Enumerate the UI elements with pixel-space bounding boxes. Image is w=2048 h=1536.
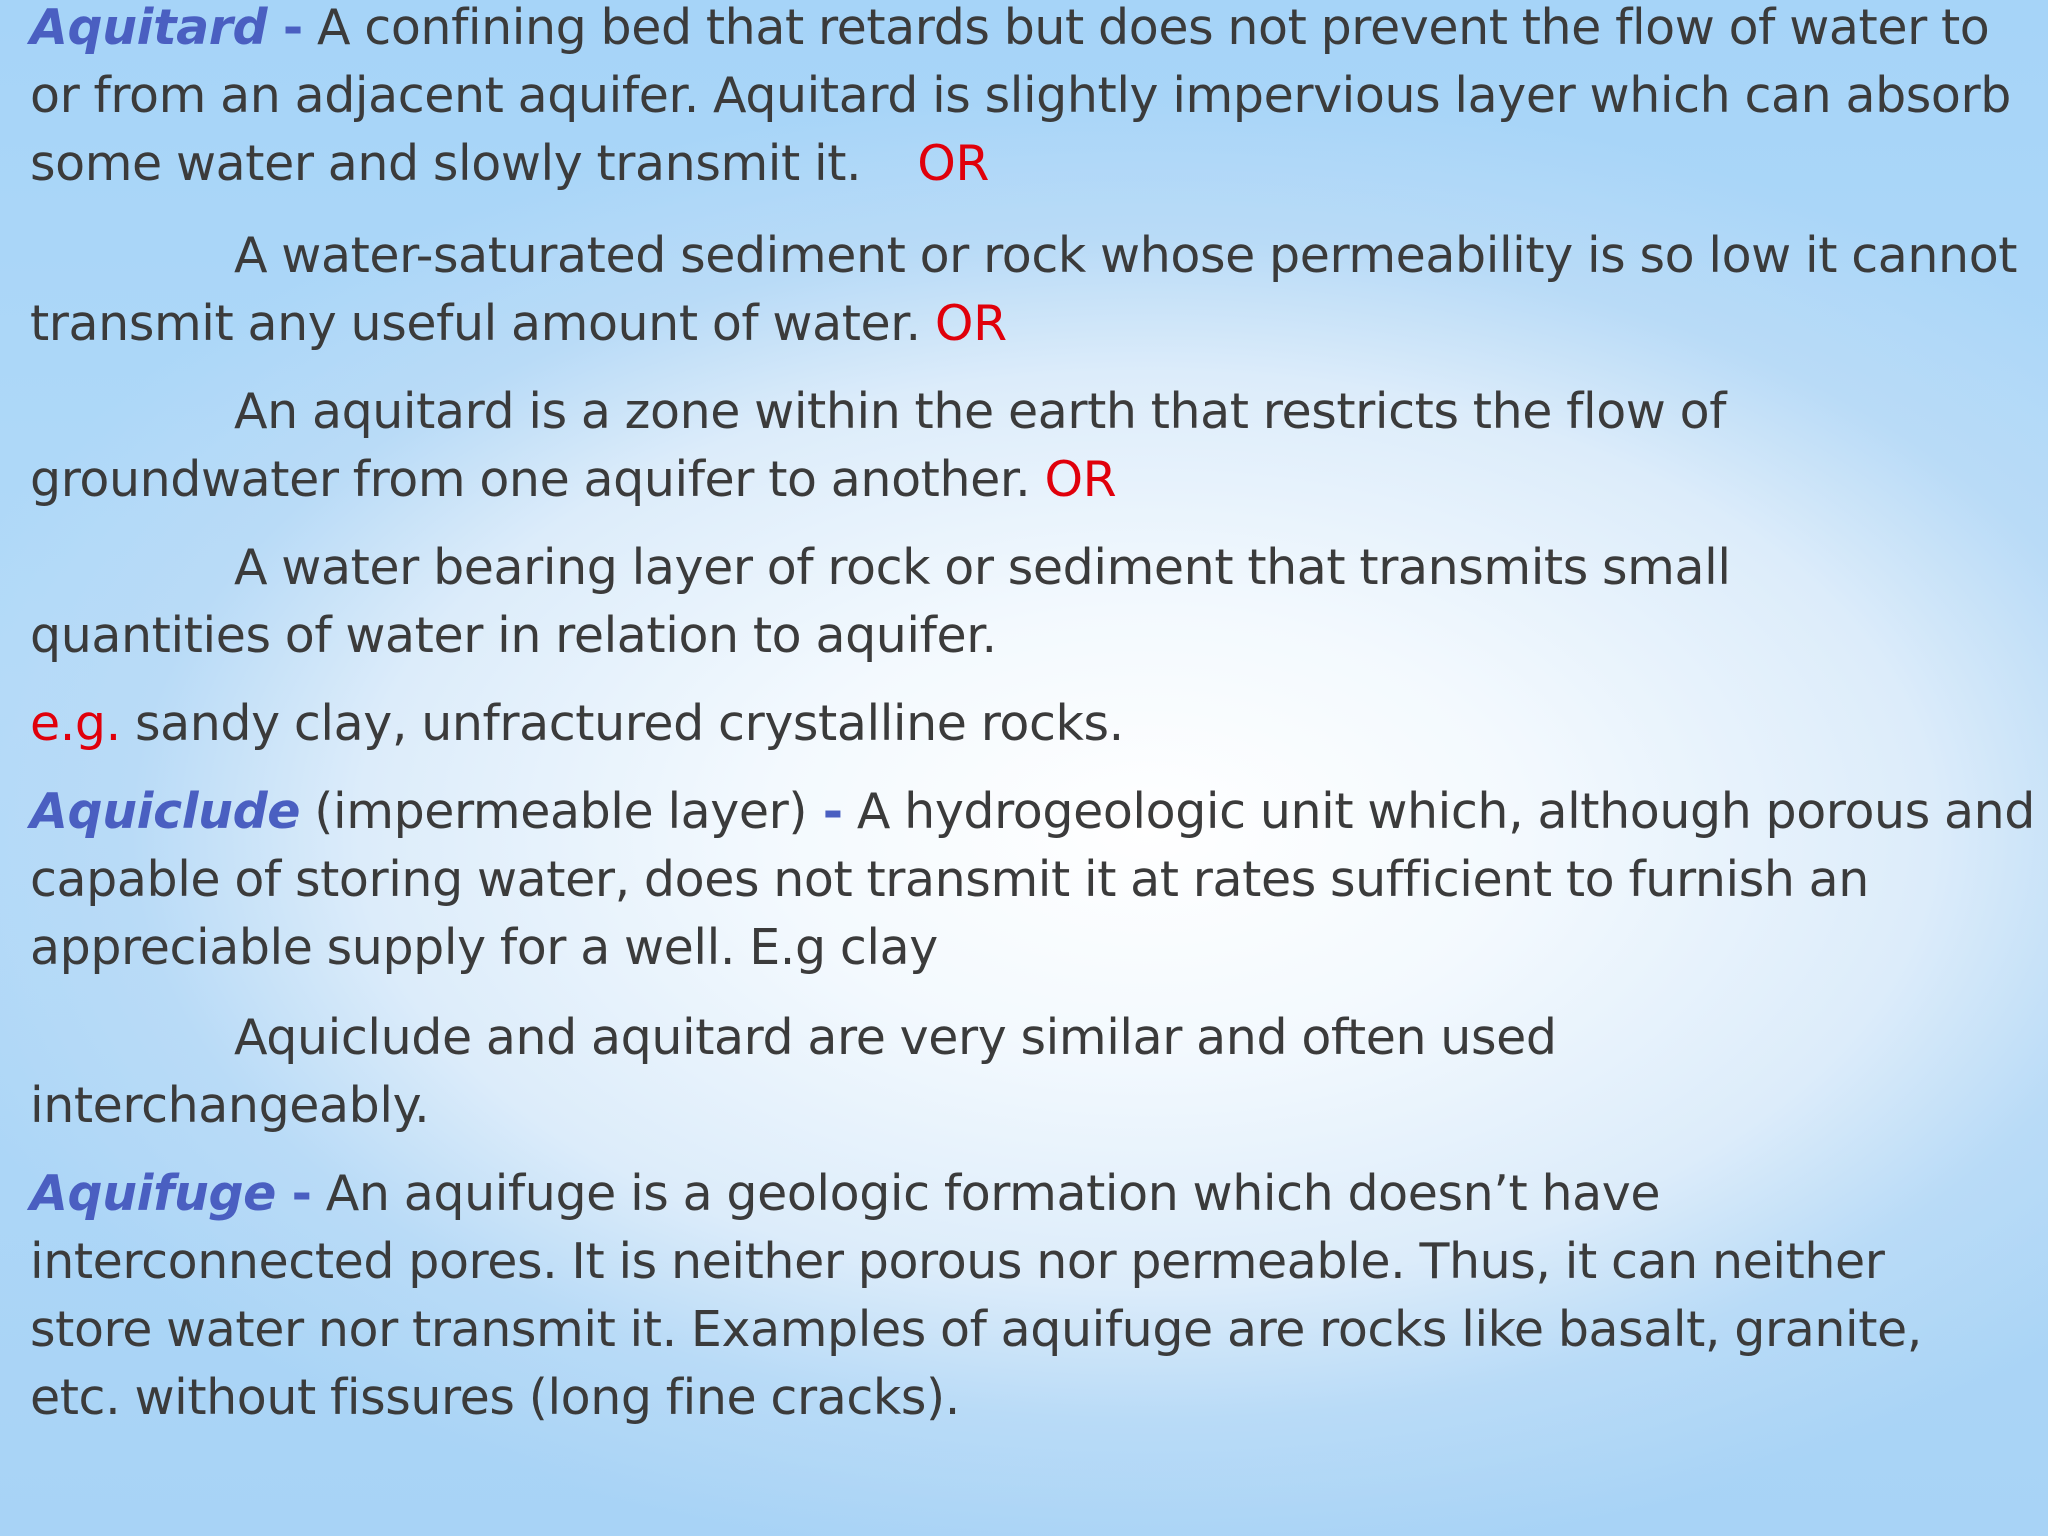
- aquifuge-definition: [30, 1160, 1930, 1432]
- aquiclude-definition-text: A hydrogeologic unit which, although porous and capable of storing water, does not transmit it at rates sufficient to furnish an appreciable supply for a well. E.g clay: [30, 783, 2035, 976]
- aquiclude-paren: (impermeable layer): [300, 783, 808, 840]
- aquitard-dash: -: [267, 0, 303, 56]
- alt3-text: A water bearing layer of rock or sediment that transmits small quantities of water in relation to aquifer.: [30, 539, 1731, 664]
- aquitard-alt-definition-3: [30, 534, 1900, 670]
- aquifuge-definition-text: An aquifuge is a geologic formation which doesn’t have interconnected pores. It is neither porous nor permeable. Thus, it can neither store water nor transmit it. Examples of aquifuge are rocks like basalt, granite, etc. without fissures (long fine cracks).: [30, 1165, 1922, 1426]
- aquitard-alt-definition-2: [30, 378, 1930, 514]
- aquitard-term: Aquitard: [30, 0, 268, 56]
- example-label: e.g.: [30, 695, 121, 752]
- aquitard-definition-text: A confining bed that retards but does not prevent the flow of water to or from an adjacent aquifer. Aquitard is slightly impervious layer which can absorb some water and slowly transmit it.: [30, 0, 2011, 192]
- aquiclude-term: Aquiclude: [30, 783, 301, 840]
- alt1-or: OR: [934, 295, 1007, 352]
- aquitard-definition: [30, 0, 2020, 198]
- aquiclude-note: [30, 1004, 1770, 1140]
- note-text: Aquiclude and aquitard are very similar and often used interchangeably.: [30, 1009, 1557, 1134]
- aquitard-alt-definition-1: [30, 222, 2020, 358]
- aquifuge-dash: -: [276, 1165, 312, 1222]
- example-text: sandy clay, unfractured crystalline rocks.: [120, 695, 1124, 752]
- alt2-text: An aquitard is a zone within the earth that restricts the flow of groundwater from one aquifer to another.: [30, 383, 1727, 508]
- alt2-or: OR: [1044, 451, 1117, 508]
- aquitard-or: OR: [917, 135, 990, 192]
- aquitard-example: [30, 690, 2020, 758]
- aquiclude-definition: [30, 778, 2040, 982]
- alt1-text: A water-saturated sediment or rock whose permeability is so low it cannot transmit any useful amount of water.: [30, 227, 2018, 352]
- aquiclude-dash: -: [807, 783, 843, 840]
- aquifuge-term: Aquifuge: [30, 1165, 276, 1222]
